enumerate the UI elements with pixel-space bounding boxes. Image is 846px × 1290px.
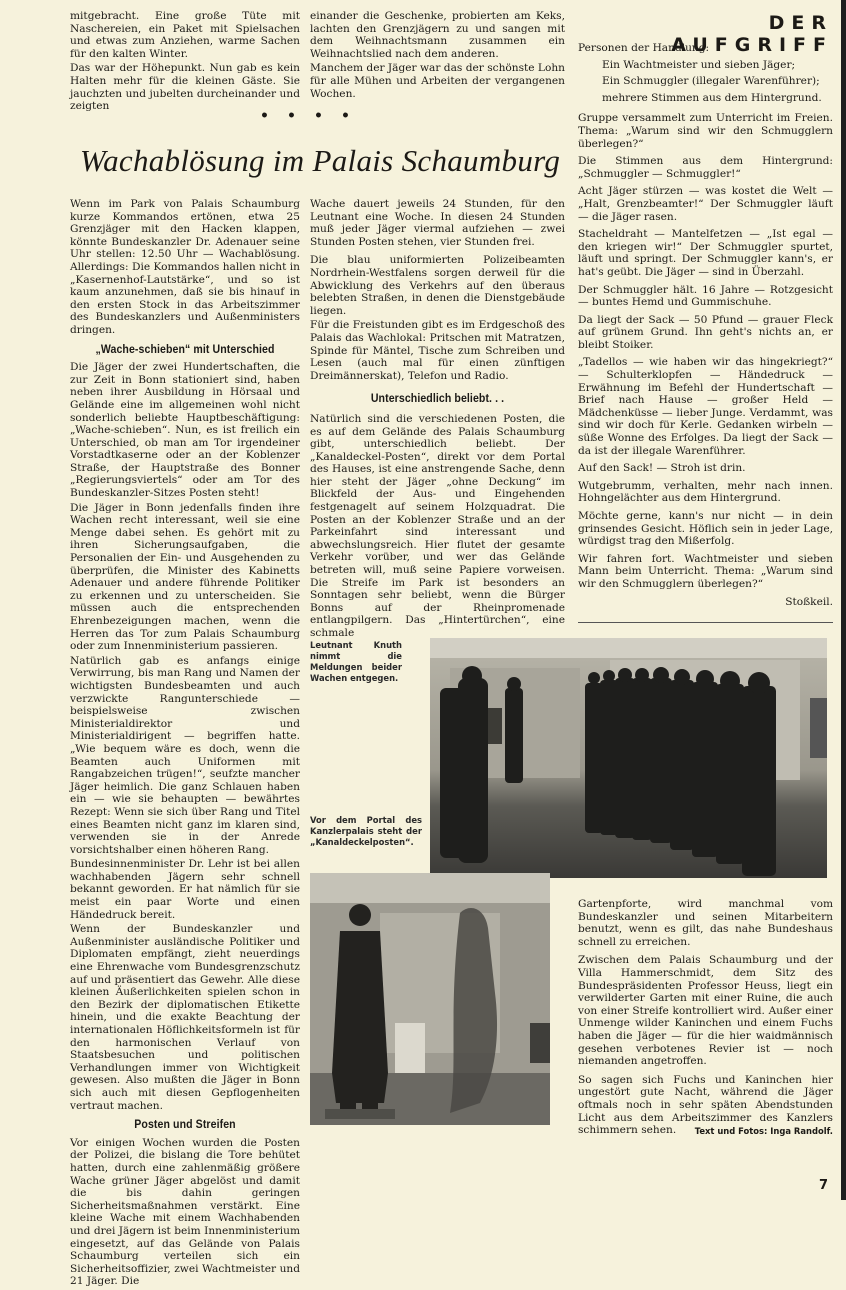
cast-item: mehrere Stimmen aus dem Hintergrund. — [602, 91, 822, 104]
section-separator — [260, 108, 350, 124]
paragraph: Natürlich gab es anfangs einige Verwirrung, bis man Rang und Namen der wichtigsten Bundesbeamten und auch verzwickte Rangunterschiede — beispielsweise zwischen Ministerialdirektor und Ministerialdirigent — begriffen hatte. „Wie bequem wäre es doch, wenn die Beamten auch Uniformen mit Rangabzeichen trügen!“, seufzte mancher Jäger heimlich. Die ganz Schlauen haben ein — wie sie behaupten — bewährtes Rezept: Wenn sie sich über Rang und Titel eines Beamten nicht ganz im klaren sind, verwenden sie in der Anrede vorsichtshalber einen höheren Rang. — [70, 654, 300, 856]
paragraph: Bundesinnenminister Dr. Lehr ist bei allen wachhabenden Jägern sehr schnell bekannt geworden. Er hat nämlich für sie meist ein paar Worte und einen Händedruck bereit. — [70, 858, 300, 921]
photo-sentry-portal-image — [310, 873, 550, 1125]
sidebar-paragraph: Der Schmuggler hält. 16 Jahre — Rotzgesicht — buntes Hemd und Gummischuhe. — [578, 283, 833, 309]
intro-paragraph: Manchem der Jäger war das der schönste Lohn für alle Mühen und Arbeiten der vergangenen Wochen. — [310, 62, 565, 100]
cast-item: Ein Wachtmeister und sieben Jäger; — [602, 58, 796, 71]
photo-guard-lineup — [430, 638, 827, 878]
paragraph: Für die Freistunden gibt es im Erdgeschoß des Palais das Wachlokal: Pritschen mit Matratzen, Spinde für Mäntel, Tische zum Schreiben und Lesen (auch mal für einen zünftigen Dreimännerskat), Telefon und Radio. — [310, 319, 565, 382]
paragraph: Natürlich sind die verschiedenen Posten, die es auf dem Gelände des Palais Schaumburg gibt, unterschiedlich beliebt. Der „Kanaldeckel-Posten“, direkt vor dem Portal des Hauses, ist eine anstrengende Sache, denn hier steht der Jäger „ohne Deckung“ im Blickfeld der Aus- und Eingehenden festgenagelt auf seinem Holzquadrat. Die Posten an der Koblenzer Straße und an der Parkeinfahrt sind interessant und abwechslungsreich. Hier flutet der gesamte Verkehr vorüber, und wer das Gelände betreten will, muß seine Papiere vorweisen. Die Streife im Park ist besonders an Sonntagen sehr beliebt, wenn die Bürger Bonns auf der Rheinpromenade entlangpilgern. Das „Hintertürchen“, eine schmale — [310, 412, 565, 639]
star: • — [314, 108, 323, 124]
sidebar-paragraph: „Tadellos — wie haben wir das hingekriegt?“ — Schulterklopfen — Händedruck — Erwähnung im Befehl der Hundertschaft — Brief nach Hause — großer Held — Mädchenküsse — lieber Junge. Verdammt, was sind wir doch für Kerle. Gedanken wirbeln — süße Wonne des Erfolges. Da liegt der Sack — da ist der illegale Warenführer. — [578, 356, 833, 457]
intro-column-1 — [70, 10, 300, 115]
cast-heading: Personen der Handlung: — [578, 42, 710, 54]
photo-sentry-portal — [310, 873, 550, 1125]
page-number: 7 — [818, 1178, 828, 1193]
sidebar-paragraph: Acht Jäger stürzen — was kostet die Welt — „Halt, Grenzbeamter!“ Der Schmuggler läuft — die Jäger rasen. — [578, 185, 833, 223]
star: • — [260, 108, 269, 124]
sidebar-paragraph: Möchte gerne, kann's nur nicht — in dein grinsendes Gesicht. Höflich sein in jeder Lage, würdigst trag den Mißerfolg. — [578, 510, 833, 548]
article-column-2 — [310, 198, 565, 642]
article-column-1 — [70, 198, 300, 1290]
intro-paragraph: einander die Geschenke, probierten am Keks, lachten den Grenzjägern zu und sangen mit dem Weihnachtsmann zusammen ein Weihnachtslied nach dem anderen. — [310, 10, 565, 60]
sidebar-paragraph: Wir fahren fort. Wachtmeister und sieben Mann beim Unterricht. Thema: „Warum sind wir den Schmugglern überlegen?“ — [578, 552, 833, 590]
article-column-3 — [578, 898, 833, 1139]
star: • — [341, 108, 350, 124]
sidebar-paragraph: Stacheldraht — Mantelfetzen — „Ist egal — den kriegen wir!“ Der Schmuggler spurtet, läuft und springt. Der Schmuggler kann's, er hat's geübt. Die Jäger — sind in Überzahl. — [578, 228, 833, 278]
sidebar-paragraph: Die Stimmen aus dem Hintergrund: „Schmuggler — Schmuggler!“ — [578, 155, 833, 180]
paragraph: Wenn im Park von Palais Schaumburg kurze Kommandos ertönen, etwa 25 Grenzjäger mit den Hacken klappen, könnte Bundeskanzler Dr. Adenauer seine Uhr stellen: 12.50 Uhr — Wachablösung. Allerdings: Die Kommandos hallen nicht in „Kasernenhof-Lautstärke“, und so ist kaum anzunehmen, daß sie bis hinauf in den ersten Stock in das Arbeitszimmer des Bundeskanzlers und Außenministers dringen. — [70, 198, 300, 336]
paragraph: Zwischen dem Palais Schaumburg und der Villa Hammerschmidt, dem Sitz des Bundespräsidenten Professor Heuss, liegt ein verwilderter Garten mit einer Ruine, die auch von einer Streife kontrolliert wird. Außer einer Unmenge wilder Kaninchen und einem Fuchs haben die Jäger — für die hier waidmännisch gesehen verbotenes Revier ist — noch niemanden angetroffen. — [578, 954, 833, 1068]
article-title: Wachablösung im Palais Schaumburg — [79, 143, 561, 178]
intro-paragraph: Das war der Höhepunkt. Nun gab es kein Halten mehr für die kleinen Gäste. Sie jauchzten und jubelten durcheinander und zeigten — [70, 62, 300, 113]
cast-item: Ein Schmuggler (illegaler Warenführer); — [602, 75, 820, 88]
paragraph: Gartenpforte, wird manchmal vom Bundeskanzler und seinen Mitarbeitern benutzt, wenn es gilt, das nahe Bundeshaus schnell zu erreichen. — [578, 898, 833, 948]
paragraph — [578, 1074, 833, 1137]
photo-caption-1: Leutnant Knuth nimmt die Meldungen beider Wachen entgegen. — [310, 640, 402, 683]
paragraph: Die Jäger der zwei Hundertschaften, die zur Zeit in Bonn stationiert sind, haben neben ihrer Ausbildung in Hörsaal und Gelände eine im allgemeinen wohl nicht sonderlich beliebte Hauptbeschäftigung: „Wache-schieben“. Nun, es ist freilich ein Unterschied, ob man am Tor irgendeiner Vorstadtkaserne oder an der Koblenzer Straße, der Hauptstraße des Bonner „Regierungsviertels“ oder am Tor des Bundeskanzler-Sitzes Posten steht! — [70, 361, 300, 500]
sidebar-title: DER AUFGRIFF — [671, 12, 833, 56]
star: • — [287, 108, 296, 124]
page-edge — [841, 0, 846, 1200]
intro-paragraph: mitgebracht. Eine große Tüte mit Naschereien, ein Paket mit Spielsachen und etwas zum Anziehen, warme Sachen für den kalten Winter. — [70, 10, 300, 60]
photo-caption-2: Vor dem Portal des Kanzlerpalais steht der „Kanaldeckelposten“. — [310, 815, 422, 847]
photo-credit: Text und Fotos: Inga Randolf. — [694, 1126, 833, 1137]
paragraph: Die blau uniformierten Polizeibeamten Nordrhein-Westfalens sorgen derweil für die Abwicklung des Verkehrs auf den überaus belebten Straßen, in denen die Dienstgebäude liegen. — [310, 254, 565, 317]
subheading: Unterschiedlich beliebt. . . — [370, 391, 505, 406]
intro-column-2 — [310, 10, 565, 102]
paragraph: Die Jäger in Bonn jedenfalls finden ihre Wachen recht interessant, weil sie eine Menge dabei sehen. Es gehört mit zu ihren Sicherungsaufgaben, die Personalien der Ein- und Ausgehenden zu überprüfen, die Minister des Kabinetts Adenauer und andere führende Politiker zu erkennen und zu unterscheiden. Sie müssen auch die entsprechenden Ehrenbezeigungen machen, wenn die Herren das Tor zum Palais Schaumburg oder zum Innenministerium passieren. — [70, 501, 300, 653]
paragraph-text: So sagen sich Fuchs und Kaninchen hier ungestört gute Nacht, während die Jäger oftmals noch in sehr späten Abendstunden Licht aus dem Arbeitszimmer des Kanzlers schimmern sehen. — [578, 1073, 833, 1137]
photo-guard-lineup-image — [430, 638, 827, 878]
sidebar-paragraph: Wutgebrumm, verhalten, mehr nach innen. Hohngelächter aus dem Hintergrund. — [578, 479, 833, 505]
paragraph: Wenn der Bundeskanzler und Außenminister ausländische Politiker und Diplomaten empfängt, zieht neuerdings eine Ehrenwache vom Bundesgrenzschutz auf und präsentiert das Gewehr. Alle diese kleinen Äußerlichkeiten spielen schon in den Bezirk der diplomatischen Etikette hinein, und die exakte Beachtung der internationalen Höflichkeitsformeln ist für den harmonischen Verlauf von Staatsbesuchen und politischen Verhandlungen immer von Wichtigkeit gewesen. Also mußten die Jäger in Bonn sich auch mit diesen Gepflogenheiten vertraut machen. — [70, 923, 300, 1112]
sidebar-der-aufgriff — [578, 42, 833, 613]
subheading: „Wache-schieben“ mit Unterschied — [95, 341, 275, 356]
sidebar-paragraph: Da liegt der Sack — 50 Pfund — grauer Fleck auf grünem Grund. Ihn geht's nichts an, er bleibt Stoiker. — [578, 313, 833, 351]
paragraph: Wache dauert jeweils 24 Stunden, für den Leutnant eine Woche. In diesen 24 Stunden muß jeder Jäger viermal aufziehen — zwei Stunden Posten stehen, vier Stunden frei. — [310, 198, 565, 248]
paragraph: Vor einigen Wochen wurden die Posten der Polizei, die bislang die Tore behütet hatten, durch eine zahlenmäßig größere Wache grüner Jäger abgelöst und damit die bis dahin geringen Sicherheitsmaßnahmen verstärkt. Eine kleine Wache mit einem Wachhabenden und drei Jägern ist beim Innenministerium eingesetzt, auf das Gelände von Palais Schaumburg verteilen sich ein Sicherheitsoffizier, zwei Wachtmeister und 21 Jäger. Die — [70, 1136, 300, 1288]
sidebar-signature: Stoßkeil. — [785, 595, 833, 608]
subheading: Posten und Streifen — [134, 1117, 236, 1132]
sidebar-paragraph: Gruppe versammelt zum Unterricht im Freien. Thema: „Warum sind wir den Schmugglern überlegen?“ — [578, 112, 833, 150]
divider-rule — [578, 622, 833, 623]
sidebar-paragraph: Auf den Sack! — Stroh ist drin. — [578, 462, 746, 475]
